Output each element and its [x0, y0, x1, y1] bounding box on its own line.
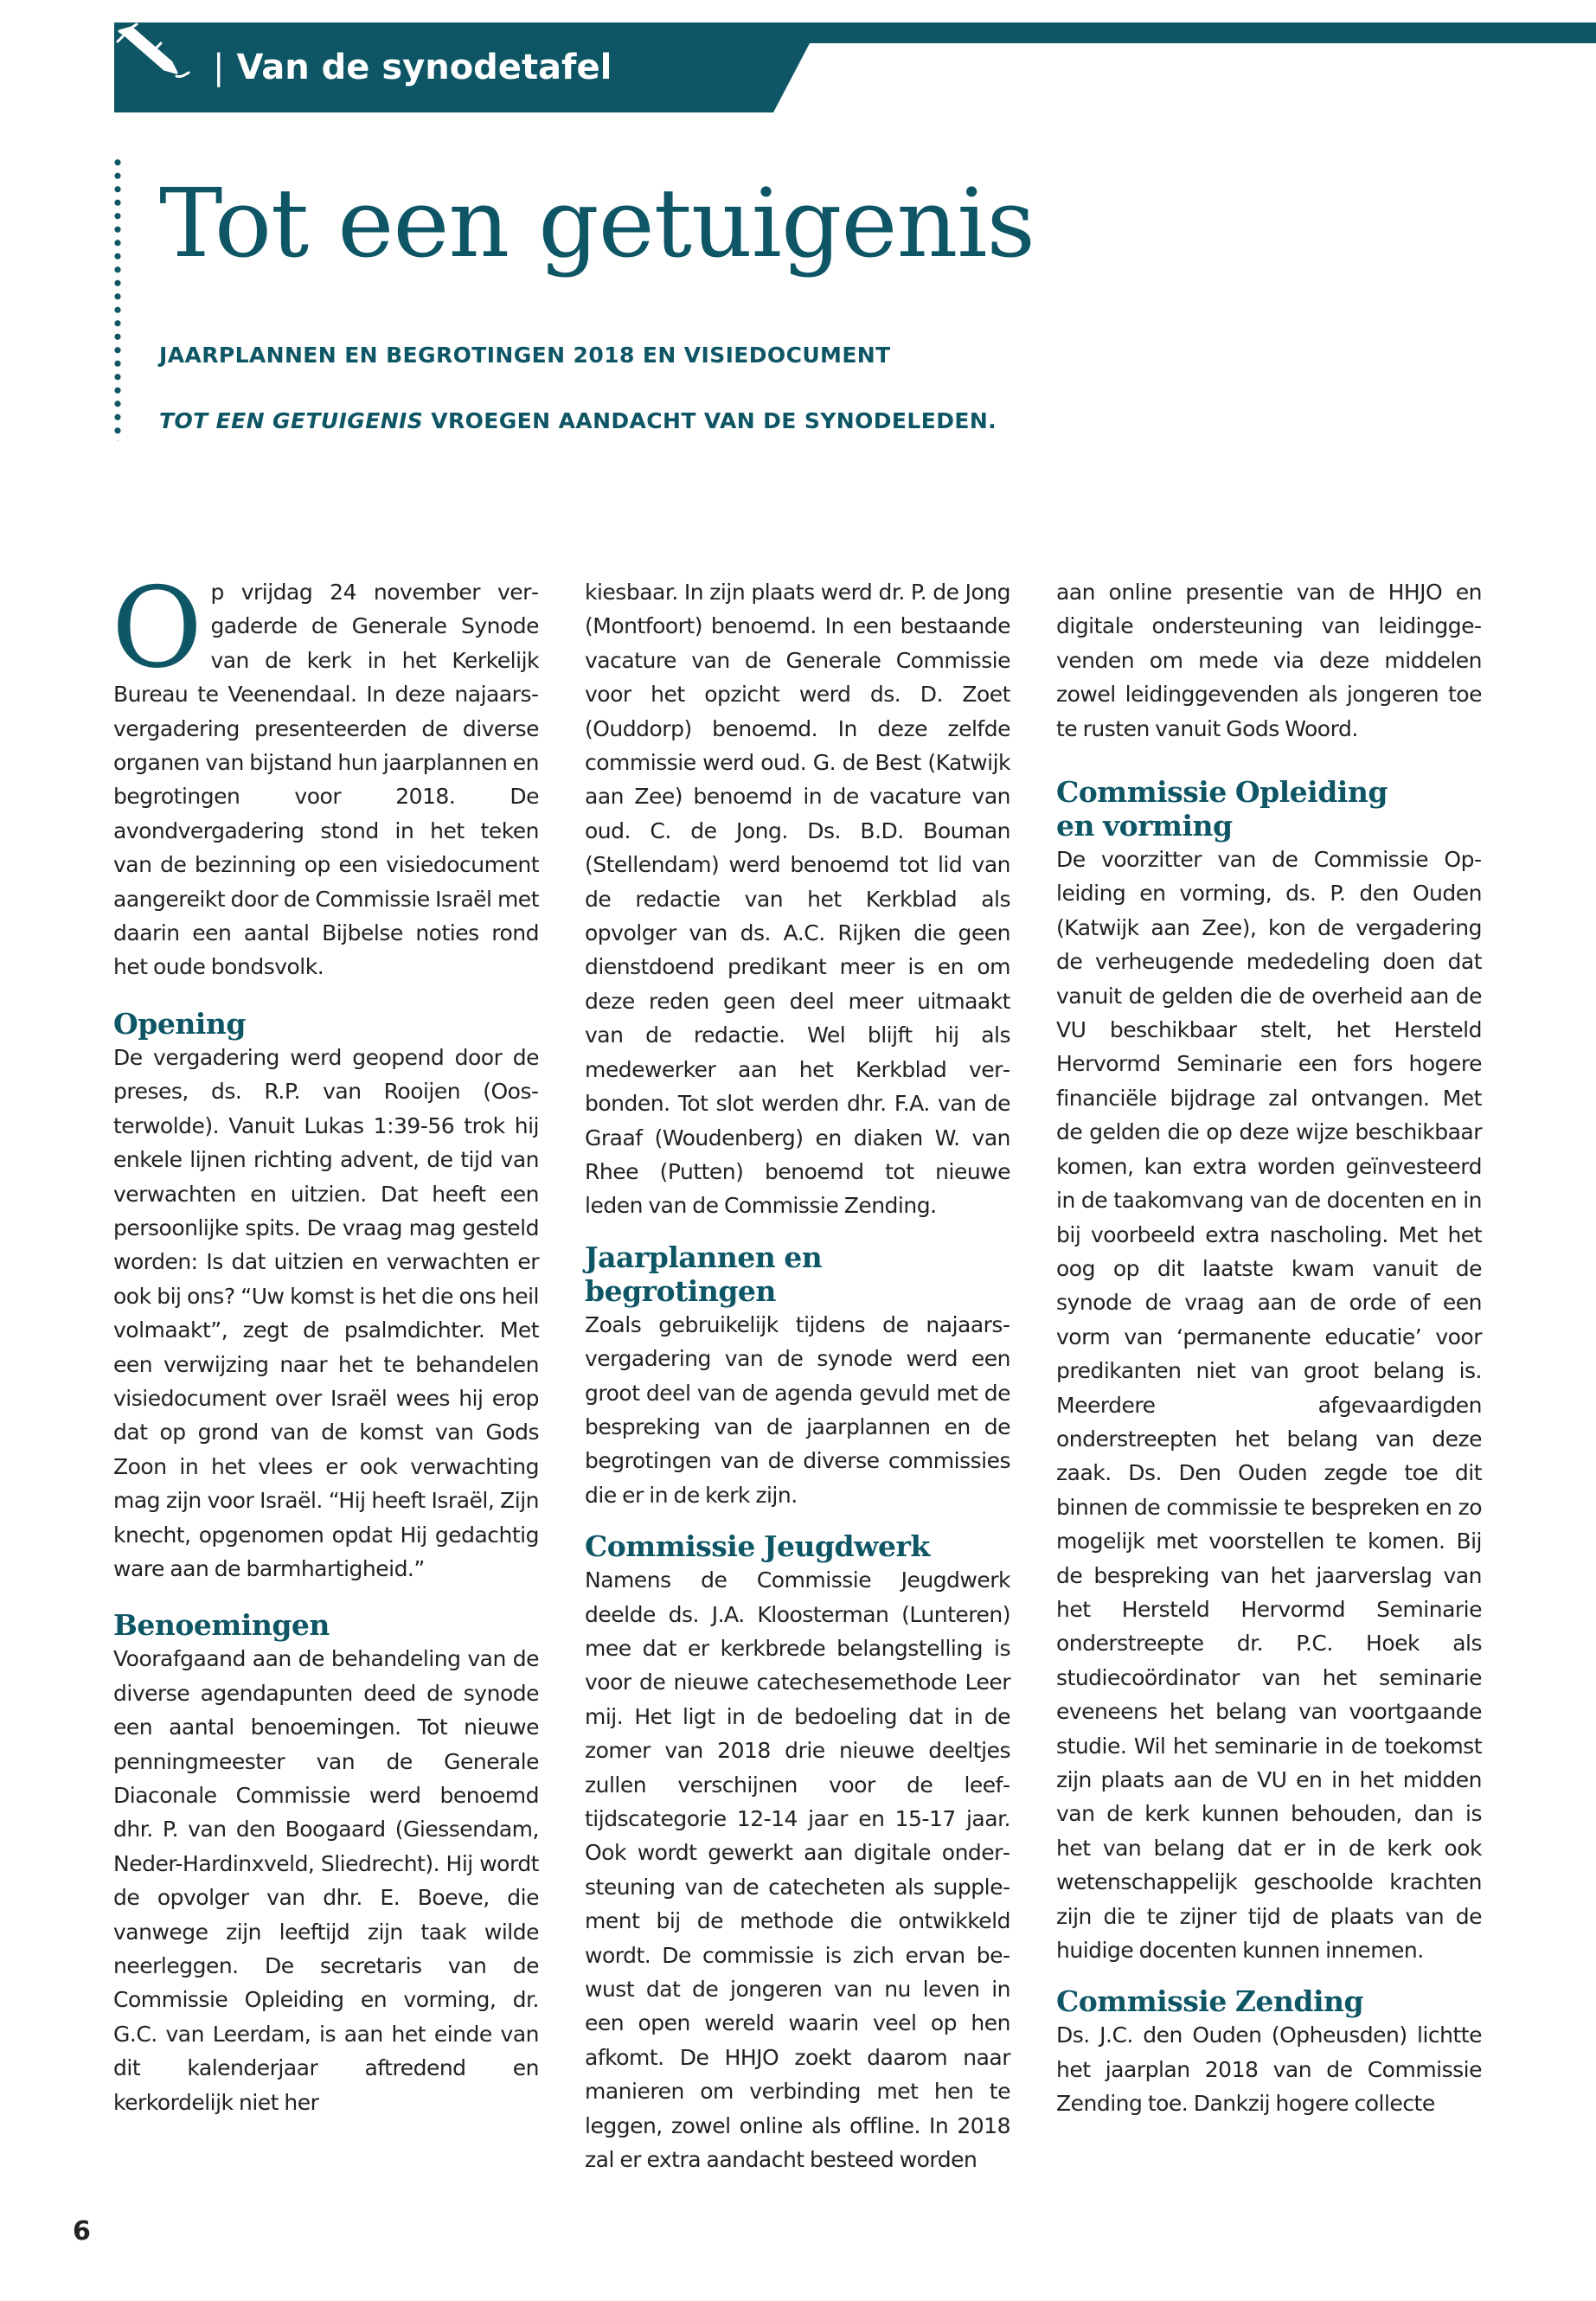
opening-paragraph-text: p vrijdag 24 november vergaderde de Generale Synode van de kerk in het Kerkelijk Bureau te Veenendaal. In deze najaarsvergadering presenteerden de diverse organen van bijstand hun jaarplannen en begrotingen voor 2018. De avondvergadering stond in het teken van de bezinning op een visiedocument aangereikt door de Commissie Israël met daarin een aantal Bijbelse noties rond het oude bondsvolk. — [113, 580, 539, 980]
section-separator: | — [213, 48, 225, 87]
intro-line-1: JAARPLANNEN EN BEGROTINGEN 2018 EN VISIEDOCUMENT — [159, 343, 891, 368]
intro-line-2-rest: VROEGEN AANDACHT VAN DE SYNODELEDEN. — [423, 408, 997, 433]
heading-opening: Opening — [113, 1006, 246, 1041]
section-header — [114, 22, 1596, 112]
opening-paragraph — [112, 564, 539, 984]
paragraph-benoemingen-part-1: Voorafgaand aan de behandeling van de diverse agendapunten deed de synode een aantal benoemingen. Tot nieuwe penningmeester van de Generale Diaconale Commissie werd benoemd dhr. P. van den Boogaard (Giessendam, Neder-Hardinxveld, Sliedrecht). Hij wordt de opvolger van dhr. E. Boeve, die vanwege zijn leeftijd zijn taak wilde neerleggen. De secretaris van de Commissie Opleiding en vorming, dr. G.C. van Leerdam, is aan het einde van dit kalenderjaar aftredend en kerkordelijk niet her — [113, 1646, 539, 2115]
column-3 — [1056, 575, 1482, 2121]
heading-opleiding — [1056, 775, 1482, 843]
paragraph-opening: De vergadering werd geopend door de preses, ds. R.P. van Rooijen (Oosterwolde). Vanuit Lukas 1:39-56 trok hij enkele lijnen richting advent, de tijd van verwachten en uitzien. Dat heeft een persoonlijke spits. De vraag mag gesteld worden: Is dat uitzien en verwachten er ook bij ons? “Uw komst is het die ons heil volmaakt”, zegt de psalmdichter. Met een verwijzing naar het te behandelen visiedocument over Israël wees hij erop dat op grond van de komst van Gods Zoon in het vlees er ook verwachting mag zijn voor Israël. “Hij heeft Israël, Zijn knecht, opgenomen opdat Hij gedachtig ware aan de barmhartigheid.” — [113, 1044, 539, 1581]
section-label — [213, 43, 612, 92]
drop-cap: O — [112, 564, 202, 693]
pen-icon — [114, 22, 192, 83]
heading-zending: Commissie Zending — [1056, 1984, 1364, 2019]
intro-emphasis: TOT EEN GETUIGENIS — [159, 408, 424, 433]
paragraph-zending: Ds. J.C. den Ouden (Opheusden) lichtte het jaarplan 2018 van de Commissie Zending toe. Dankzij hogere collecte — [1056, 2022, 1482, 2117]
column-1 — [112, 564, 539, 2119]
heading-opleiding-line-2: en vorming — [1056, 809, 1233, 843]
paragraph-jeugdwerk-part-2: aan online presentie van de HHJO en digitale ondersteuning van leidinggevenden om mede via deze middelen zowel leidinggevenden als jongeren toe te rusten vanuit Gods Woord. — [1056, 580, 1482, 741]
page-number: 6 — [73, 2216, 91, 2247]
intro-line-2 — [159, 408, 997, 433]
heading-benoemingen: Benoemingen — [113, 1608, 330, 1643]
paragraph-jaarplannen: Zoals gebruikelijk tijdens de najaarsvergadering van de synode werd een groot deel van de agenda gevuld met de bespreking van de jaarplannen en de begrotingen van de diverse commissies die er in de kerk zijn. — [585, 1311, 1010, 1508]
heading-opleiding-line-1: Commissie Opleiding — [1056, 775, 1388, 810]
paragraph-jeugdwerk-part-1: Namens de Commissie Jeugdwerk deelde ds. J.A. Kloosterman (Lunteren) mee dat er kerkbrede belangstelling is voor de nieuwe catechesemethode Leer mij. Het ligt in de bedoeling dat in de zomer van 2018 drie nieuwe deeltjes zullen verschijnen voor de leeftijdscategorie 12-14 jaar en 15-17 jaar. Ook wordt gewerkt aan digitale ondersteuning van de catecheten als supplement bij de methode die ontwikkeld wordt. De commissie is zich ervan bewust dat de jongeren van nu leven in een open wereld waarin veel op hen afkomt. De HHJO zoekt daarom naar manieren om verbinding met hen te leggen, zowel online als offline. In 2018 zal er extra aandacht besteed worden — [585, 1567, 1010, 2173]
section-title: Van de synodetafel — [236, 48, 612, 87]
heading-jaarplannen: Jaarplannen en begrotingen — [585, 1240, 823, 1308]
heading-jeugdwerk: Commissie Jeugdwerk — [585, 1529, 930, 1564]
column-2 — [585, 575, 1010, 2176]
article-title: Tot een getuigenis — [159, 168, 1035, 279]
paragraph-opleiding: De voorzitter van de Commissie Opleiding en vorming, ds. P. den Ouden (Katwijk aan Zee), kon de vergadering de verheugende mededeling doen dat vanuit de gelden die de overheid aan de VU beschikbaar stelt, het Hersteld Hervormd Seminarie een fors hogere financiële bijdrage zal ontvangen. Met de gelden die op deze wijze beschikbaar komen, kan extra worden geïnvesteerd in de taakomvang van de docenten en in bij voorbeeld extra nascholing. Met het oog op dit laatste kwam vanuit de synode de vraag aan de orde of een vorm van ‘permanente educatie’ voor predikanten niet van groot belang is. Meerdere afgevaardigden onderstreepten het belang van deze zaak. Ds. Den Ouden zegde toe dit binnen de commissie te bespreken en zo mogelijk met voorstellen te komen. Bij de bespreking van het jaarverslag van het Hersteld Hervormd Seminarie onderstreepte dr. P.C. Hoek als studiecoördinator van het seminarie eveneens het belang van voortgaande studie. Wil het seminarie in de toekomst zijn plaats aan de VU en in het midden van de kerk kunnen behouden, dan is het van belang dat er in de kerk ook wetenschappelijk geschoolde krachten zijn die te zijner tijd de plaats van de huidige docenten kunnen innemen. — [1056, 847, 1482, 1964]
dotted-rule — [112, 156, 124, 441]
paragraph-benoemingen-part-2: kiesbaar. In zijn plaats werd dr. P. de Jong (Montfoort) benoemd. In een bestaande vacature van de Generale Commissie voor het opzicht werd ds. D. Zoet (Ouddorp) benoemd. In deze zelfde commissie werd oud. G. de Best (Katwijk aan Zee) benoemd in de vacature van oud. C. de Jong. Ds. B.D. Bouman (Stellendam) werd benoemd tot lid van de redactie van het Kerkblad als opvolger van ds. A.C. Rijken die geen dienstdoend predikant meer is en om deze reden geen deel meer uitmaakt van de redactie. Wel blijft hij als medewerker aan het Kerkblad verbonden. Tot slot werden dhr. F.A. van de Graaf (Woudenberg) en diaken W. van Rhee (Putten) benoemd tot nieuwe leden van de Commissie Zending. — [585, 580, 1010, 1219]
